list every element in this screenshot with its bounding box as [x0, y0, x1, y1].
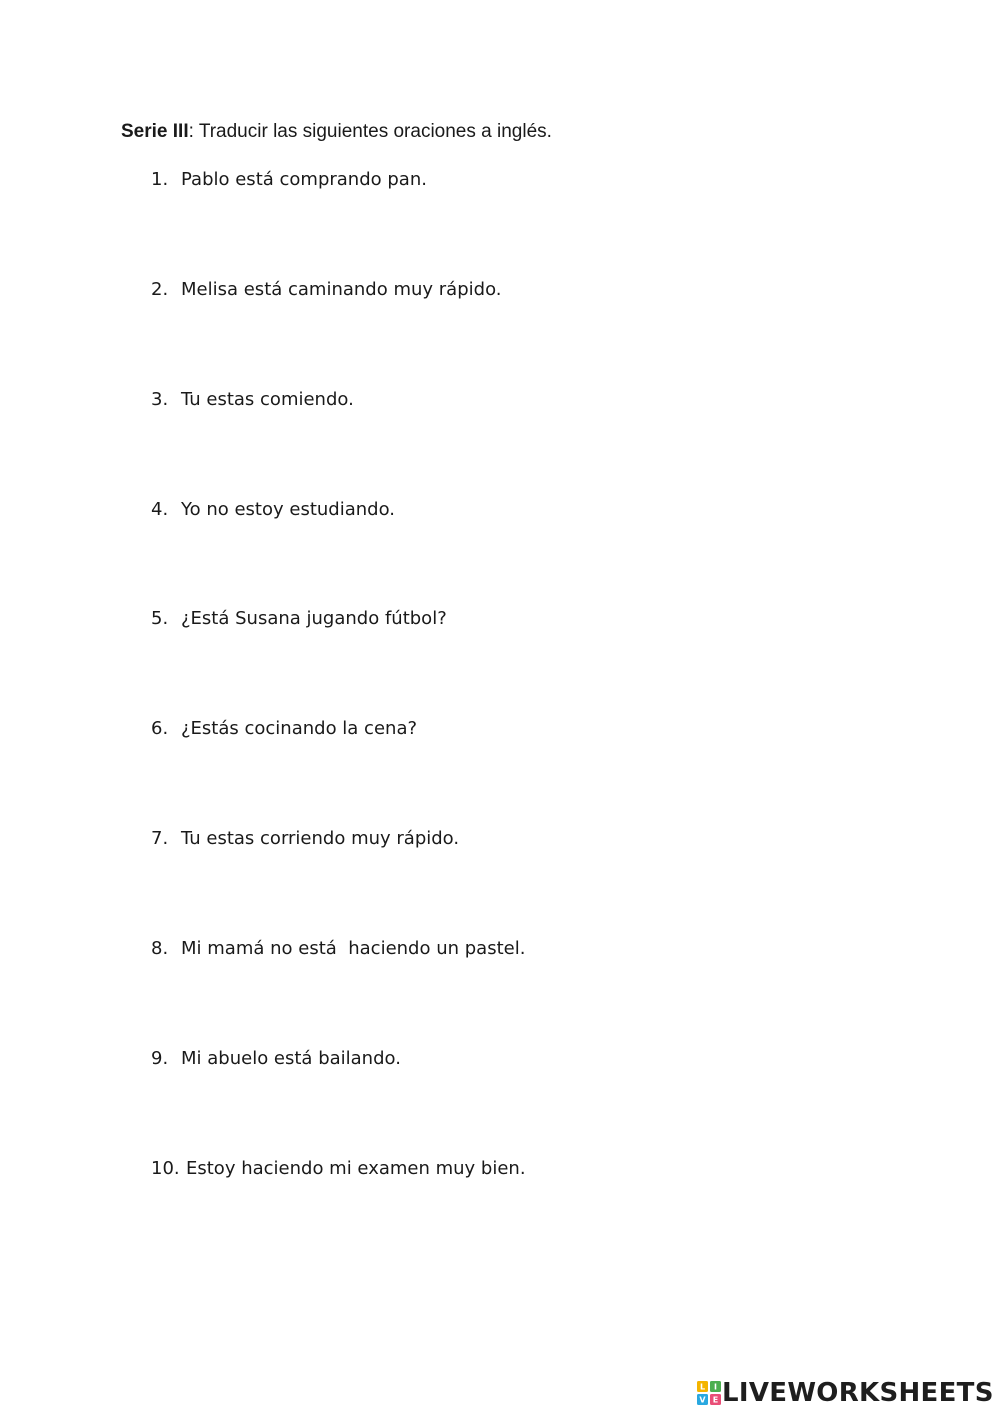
sentence-number: 1. — [151, 169, 169, 190]
sentence-number: 4. — [151, 499, 169, 520]
sentence-text: ¿Está Susana jugando fútbol? — [181, 608, 447, 629]
brand-name: LIVEWORKSHEETS — [722, 1378, 994, 1408]
svg-text:E: E — [712, 1395, 719, 1405]
series-label: Serie III — [121, 121, 189, 142]
svg-text:L: L — [699, 1382, 706, 1392]
sentence-item-2 — [151, 277, 501, 303]
sentence-item-3 — [151, 387, 354, 413]
sentence-number: 3. — [151, 389, 169, 410]
sentence-number: 6. — [151, 718, 169, 739]
sentence-text: Estoy haciendo mi examen muy bien. — [186, 1158, 526, 1179]
sentence-item-10 — [151, 1156, 526, 1182]
sentence-text: ¿Estás cocinando la cena? — [181, 718, 418, 739]
sentence-text: Mi abuelo está bailando. — [181, 1048, 401, 1069]
sentence-text: Tu estas comiendo. — [181, 389, 354, 410]
series-instruction: : Traducir las siguientes oraciones a inglés. — [188, 121, 552, 142]
sentence-text: Mi mamá no está haciendo un pastel. — [181, 938, 526, 959]
sentence-item-7 — [151, 826, 459, 852]
sentence-number: 10. — [151, 1158, 180, 1179]
sentence-item-8 — [151, 936, 525, 962]
svg-text:I: I — [714, 1382, 717, 1392]
svg-text:V: V — [699, 1395, 706, 1405]
sentence-text: Tu estas corriendo muy rápido. — [181, 828, 460, 849]
sentence-number: 5. — [151, 608, 169, 629]
sentence-item-4 — [151, 497, 395, 523]
sentence-number: 2. — [151, 279, 169, 300]
sentence-number: 8. — [151, 938, 169, 959]
sentence-text: Yo no estoy estudiando. — [181, 499, 396, 520]
live-blocks-icon — [697, 1381, 721, 1405]
sentence-item-9 — [151, 1046, 401, 1072]
sentence-item-5 — [151, 606, 447, 632]
liveworksheets-logo — [697, 1377, 994, 1409]
sentence-text: Melisa está caminando muy rápido. — [181, 279, 502, 300]
sentence-text: Pablo está comprando pan. — [181, 169, 427, 190]
series-heading — [121, 119, 552, 145]
sentence-item-6 — [151, 716, 417, 742]
sentence-number: 9. — [151, 1048, 169, 1069]
sentence-item-1 — [151, 167, 427, 193]
sentence-number: 7. — [151, 828, 169, 849]
